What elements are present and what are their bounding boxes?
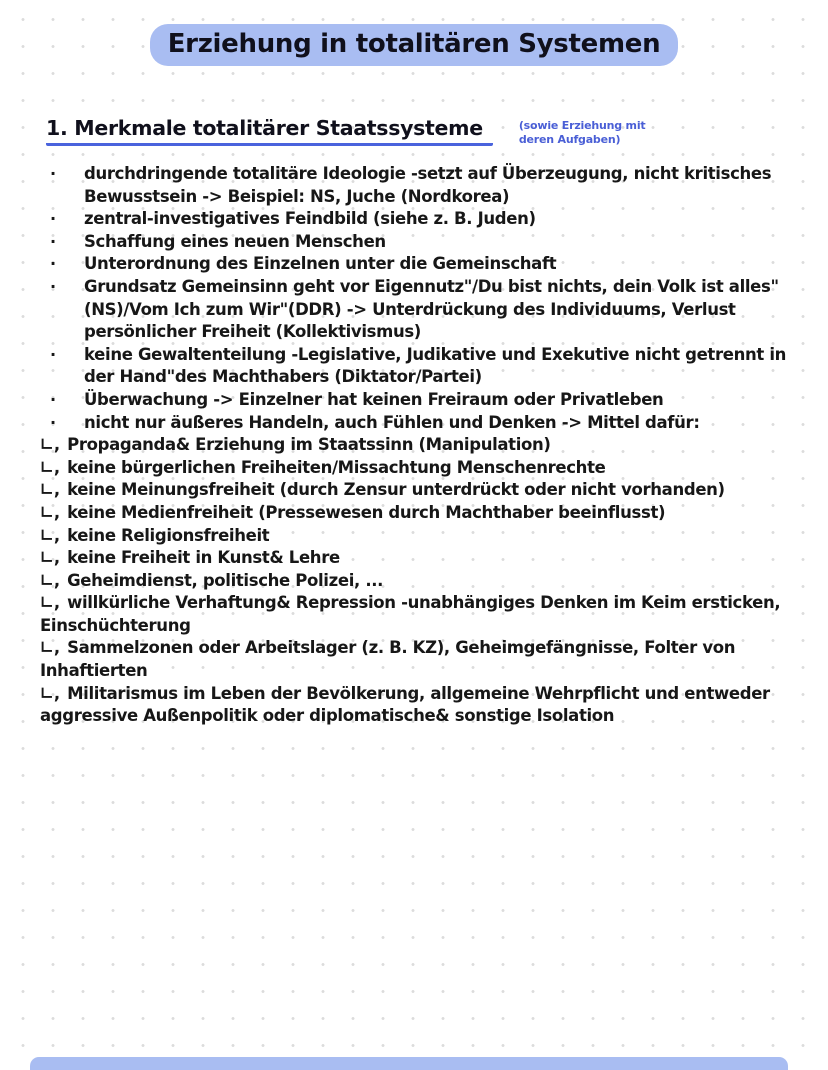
corner-arrow-icon: ∟, [40,435,61,455]
corner-arrow-icon: ∟, [40,525,61,545]
sub-item [40,683,790,728]
item-text: nicht nur äußeres Handeln, auch Fühlen und Denken -> Mittel dafür: [84,412,700,432]
corner-arrow-icon: ∟, [40,457,61,477]
bullet-item [40,253,790,276]
item-text: keine Medienfreiheit (Pressewesen durch Machthaber beeinflusst) [67,502,666,522]
note-body [0,146,828,728]
item-text: willkürliche Verhaftung& Repression -unabhängiges Denken im Keim ersticken, Einschüchterung [40,593,781,635]
bullet-item [40,389,790,412]
bullet-item [40,163,790,208]
bullet-item [40,231,790,254]
sub-item [40,457,790,480]
corner-arrow-icon: ∟, [40,683,61,703]
item-text: keine Gewaltenteilung -Legislative, Judikative und Exekutive nicht getrennt in der Hand"des Machthabers (Diktator/Partei) [84,344,787,387]
bullet-dot-icon: · [50,209,56,229]
bullet-dot-icon: · [50,344,56,364]
item-text: durchdringende totalitäre Ideologie -setzt auf Überzeugung, nicht kritisches Bewusstsein -> Beispiel: NS, Juche (Nordkorea) [84,164,772,206]
sub-item [40,570,790,593]
item-text: Propaganda& Erziehung im Staatssinn (Manipulation) [67,435,551,455]
item-text: keine Religionsfreiheit [67,525,270,545]
corner-arrow-icon: ∟, [40,570,61,590]
bullet-dot-icon: · [50,276,56,296]
bullet-item [40,412,790,435]
bullet-item [40,276,790,344]
sub-list [40,434,790,728]
next-page-title-highlight-partial [30,1057,788,1070]
section-heading: 1. Merkmale totalitärer Staatssysteme [46,116,493,146]
sub-item [40,434,790,457]
bullet-item [40,344,790,389]
item-text: zentral-investigatives Feindbild (siehe z. B. Juden) [84,209,536,229]
corner-arrow-icon: ∟, [40,548,61,568]
section-annotation [519,116,646,146]
bullet-dot-icon: · [50,254,56,274]
sub-item [40,637,790,682]
title-area [0,0,828,66]
item-text: Geheimdienst, politische Polizei, ... [67,570,384,590]
item-text: Militarismus im Leben der Bevölkerung, allgemeine Wehrpflicht und entweder aggressive Außenpolitik oder diplomatische& sonstige Isolation [40,683,770,726]
bullet-item [40,208,790,231]
section-annotation-line1: (sowie Erziehung mit [518,119,646,132]
corner-arrow-icon: ∟, [40,638,61,658]
sub-item [40,479,790,502]
bullet-dot-icon: · [50,231,56,251]
bullet-list [40,163,790,434]
bullet-dot-icon: · [50,412,56,432]
item-text: Schaffung eines neuen Menschen [84,231,386,251]
sub-item [40,502,790,525]
item-text: Sammelzonen oder Arbeitslager (z. B. KZ), Geheimgefängnisse, Folter von Inhaftierten [40,638,736,681]
section-annotation-line2: deren Aufgaben) [518,132,621,146]
corner-arrow-icon: ∟, [40,593,61,613]
corner-arrow-icon: ∟, [40,502,61,522]
item-text: Überwachung -> Einzelner hat keinen Freiraum oder Privatleben [84,389,664,409]
sub-item [40,525,790,548]
item-text: Unterordnung des Einzelnen unter die Gemeinschaft [84,254,557,274]
bullet-dot-icon: · [50,389,56,409]
item-text: keine Freiheit in Kunst& Lehre [67,548,340,568]
sub-item [40,592,790,637]
sub-item [40,547,790,570]
section-heading-row [46,116,828,146]
corner-arrow-icon: ∟, [40,480,61,500]
page-title: Erziehung in totalitären Systemen [150,24,679,66]
item-text: keine Meinungsfreiheit (durch Zensur unterdrückt oder nicht vorhanden) [67,480,725,500]
item-text: keine bürgerlichen Freiheiten/Missachtung Menschenrechte [67,457,606,477]
bullet-dot-icon: · [50,164,56,183]
item-text: Grundsatz Gemeinsinn geht vor Eigennutz"/Du bist nichts, dein Volk ist alles"(NS)/Vom Ich zum Wir"(DDR) -> Unterdrückung des Individuums, Verlust persönlicher Freiheit (Kollektivismus) [84,276,779,342]
